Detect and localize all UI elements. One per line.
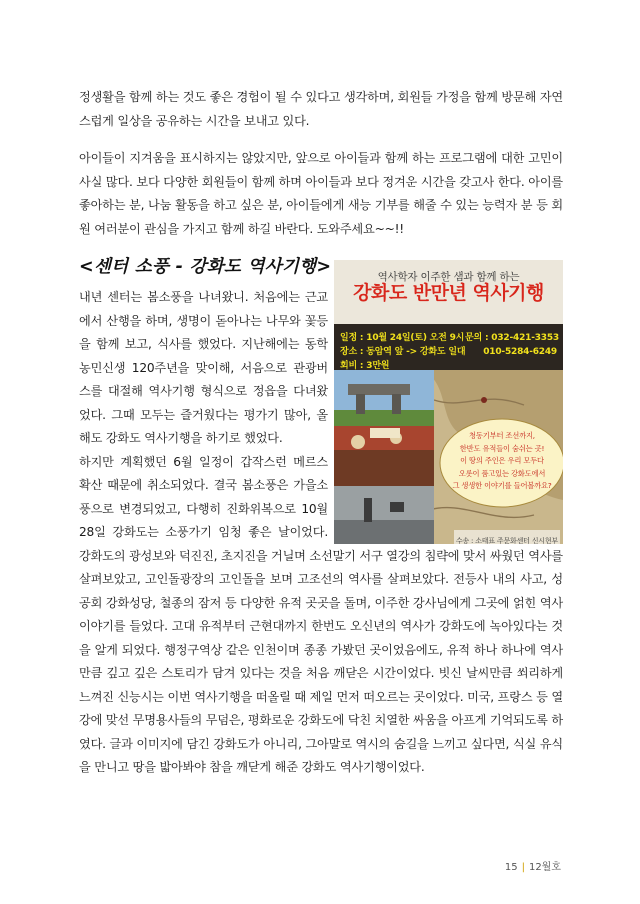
poster-contact-1: 문의 : 032-421-3353 — [465, 333, 559, 343]
poster-bubble-line: 그 생생한 이야기를 들어볼까요? — [452, 481, 552, 490]
poster-tagline: 역사학자 이주한 샘과 함께 하는 — [377, 271, 520, 283]
page-number: 15 — [504, 862, 518, 873]
issue-label: 12월호 — [528, 862, 561, 873]
intro-paragraph-2: 아이들이 지겨움을 표시하지는 않았지만, 앞으로 아이들과 함께 하는 프로그램에 대한 고민이 사실 많다. 보다 다양한 회원들이 함께 하며 아이들과 보다 정겨운 시간을 갖고사 한다. 아이를 좋아하는 분, 나눔 활동을 하고 싶은 분, 아이들에게 새능 기부를 해줄 수 있는 능력자 분 등 회원 여러분이 관심을 가지고 함께 하길 바란다. 도와주세요~~!! — [79, 151, 563, 236]
poster-bubble-line: 이 땅의 주인은 우리 모두다 — [460, 456, 544, 465]
poster-contact-2: 010-5284-6249 — [483, 347, 557, 357]
section-paragraph-1: 내년 센터는 봄소풍을 나녀왔니. 처음에는 근교에서 산행을 하며, 생명이 돋아나는 나무와 꽃등을 함께 보고, 식사를 했었다. 지난해에는 동학농민신생 120주년을 맞이해, 서음으로 관광버스를 대절해 역사기행 형식으로 정읍을 다녀왔었다. 그때 모두는 즐거웠다는 평가기 많아, 올해도 강화도 역사기행을 하기로 했었다. — [79, 290, 328, 445]
section-paragraph-2: 하지만 계획했던 6월 일정이 갑작스런 메르스 확산 때문에 취소되었다. 결국 봄소풍은 가을소풍으로 변경되었고, 다행히 진화위복으로 10월 28일 강화도는 소풍가기 임청 좋은 날이었다. 강화도의 광성보와 덕진진, 초지진을 거닐며 소선말기 서구 열강의 침략에 맞서 싸웠던 역사를 살펴보았고, 고인돌광장의 고인돌을 보며 고조선의 역사를 살펴보았다. 전등사 내의 사고, 성공회 강화성당, 철종의 잠저 등 다양한 유적 곳곳을 돌며, 이주한 강사님에게 그곳에 얽힌 역사 이야기를 들었다. 고대 유적부터 근현대까지 한번도 오신년의 역사가 강화도에 녹아있다는 것을 알게 되었다. 행정구역상 같은 인천이며 종종 가봤던 곳이었음에도, 유적 하나 하나에 역사만큼 깊고 깊은 스토리가 담겨 있다는 것을 처음 깨닫은 시간이었다. 빗신 날씨만큼 쐬리하게 느껴진 신능시는 이번 역사기행을 떠올릴 때 제일 먼저 떠오르는 곳이었다. 미국, 프랑스 등 열강에 맞선 무명용사들의 무덤은, 평화로운 강화도에 닥친 치열한 싸움을 아프게 기억되도록 하였다. 글과 이미지에 담긴 강화도가 아니리, 그아말로 역시의 숨길을 느끼고 싶다면, 식실 유식을 만니고 땅을 밟아봐야 참을 깨닫게 해준 강화도 역사기행이었다. — [79, 454, 563, 774]
poster-place: 장소 : 동암역 앞 -> 강화도 일대 — [340, 347, 466, 357]
poster-bubble-line: 청동기부터 조선까지, — [469, 431, 535, 440]
poster-bubble-line: 한반도 유적들이 숨쉬는 곳! — [459, 443, 545, 453]
poster-date: 일정 : 10월 24일(토) 오전 9시 — [340, 333, 465, 343]
poster-fee: 회비 : 3만원 — [340, 361, 390, 371]
footer-separator: | — [521, 862, 525, 873]
poster-credit: 수송 : 소태표 주문화센터 신시현부 — [454, 530, 560, 544]
event-poster — [334, 260, 563, 544]
poster-title: 강화도 반만년 역사기행 — [353, 282, 544, 304]
page-footer — [505, 858, 561, 873]
poster-bubble — [442, 430, 562, 493]
poster-bubble-line: 오롯이 품고있는 강화도에서 — [458, 468, 546, 478]
section-body — [79, 271, 563, 780]
section-heading: <센터 소풍 - 강화도 역사기행> — [79, 257, 332, 277]
intro-paragraph-1: 정생활을 함께 하는 것도 좋은 경험이 될 수 있다고 생각하며, 회원들 가정을 함께 방문해 자연스럽게 일상을 공유하는 시간을 보내고 있다. — [79, 90, 563, 128]
